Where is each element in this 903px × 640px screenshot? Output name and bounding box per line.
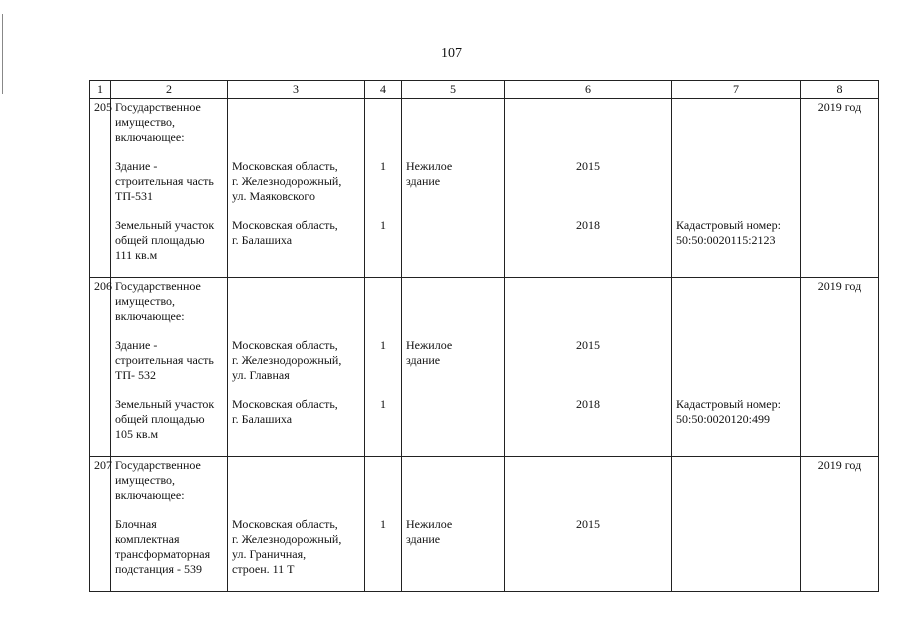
object-type: Нежилое [406, 517, 453, 531]
cadastral-number: 50:50:0020115:2123 [676, 233, 776, 247]
quantity-cell [365, 278, 402, 457]
address-line: ул. Граничная, [232, 547, 307, 561]
group-label: имущество, [115, 473, 176, 487]
address-cell [228, 278, 365, 457]
quantity-cell [365, 99, 402, 278]
type-cell [402, 278, 505, 457]
group-label: Государственное [115, 279, 201, 293]
item-year: 2018 [576, 397, 600, 411]
object-type: здание [406, 174, 441, 188]
address-line: г. Железнодорожный, [232, 353, 342, 367]
note-cell [672, 99, 801, 278]
column-header: 7 [672, 81, 801, 99]
object-type: здание [406, 353, 441, 367]
item-name: общей площадью [115, 233, 205, 247]
year-cell [505, 457, 672, 592]
quantity: 1 [380, 397, 386, 411]
column-header: 3 [228, 81, 365, 99]
address-line: г. Железнодорожный, [232, 174, 342, 188]
address-line: строен. 11 Т [232, 562, 295, 576]
object-type: здание [406, 532, 441, 546]
row-number: 205 [90, 99, 111, 278]
column-header: 2 [111, 81, 228, 99]
item-name: Здание - [115, 338, 158, 352]
table-row [90, 457, 879, 592]
page-number: 107 [441, 46, 462, 61]
property-table [89, 80, 879, 592]
column-header: 4 [365, 81, 402, 99]
group-label: Государственное [115, 100, 201, 114]
quantity: 1 [380, 218, 386, 232]
row-number: 206 [90, 278, 111, 457]
address-line: Московская область, [232, 338, 338, 352]
item-name: 105 кв.м [115, 427, 159, 441]
header-row [90, 81, 879, 99]
cadastral-number: 50:50:0020120:499 [676, 412, 771, 426]
table-row [90, 99, 879, 278]
group-label: Государственное [115, 458, 201, 472]
type-cell [402, 457, 505, 592]
group-label: имущество, [115, 294, 176, 308]
table-row [90, 278, 879, 457]
year-cell [505, 99, 672, 278]
address-line: г. Балашиха [232, 233, 293, 247]
address-cell [228, 99, 365, 278]
address-line: Московская область, [232, 218, 338, 232]
address-line: Московская область, [232, 159, 338, 173]
row-number: 207 [90, 457, 111, 592]
item-name: трансформаторная [115, 547, 211, 561]
object-name-cell [111, 457, 228, 592]
group-label: включающее: [115, 488, 185, 502]
cadastral-label: Кадастровый номер: [676, 218, 781, 232]
item-year: 2015 [576, 517, 600, 531]
item-name: Земельный участок [115, 218, 215, 232]
column-header: 5 [402, 81, 505, 99]
quantity-cell [365, 457, 402, 592]
group-label: включающее: [115, 309, 185, 323]
item-name: 111 кв.м [115, 248, 158, 262]
group-label: включающее: [115, 130, 185, 144]
item-name: ТП- 532 [115, 368, 156, 382]
column-header: 6 [505, 81, 672, 99]
year-cell [505, 278, 672, 457]
item-name: Здание - [115, 159, 158, 173]
item-name: строительная часть [115, 353, 214, 367]
item-name: строительная часть [115, 174, 214, 188]
note-cell [672, 278, 801, 457]
item-year: 2015 [576, 159, 600, 173]
type-cell [402, 99, 505, 278]
group-label: имущество, [115, 115, 176, 129]
transfer-year: 2019 год [801, 457, 879, 592]
address-line: Московская область, [232, 397, 338, 411]
column-header: 8 [801, 81, 879, 99]
quantity: 1 [380, 159, 386, 173]
object-type: Нежилое [406, 159, 453, 173]
cadastral-label: Кадастровый номер: [676, 397, 781, 411]
item-name: комплектная [115, 532, 180, 546]
object-name-cell [111, 278, 228, 457]
object-type: Нежилое [406, 338, 453, 352]
address-line: г. Балашиха [232, 412, 293, 426]
address-cell [228, 457, 365, 592]
item-year: 2015 [576, 338, 600, 352]
item-name: подстанция - 539 [115, 562, 203, 576]
address-line: ул. Главная [232, 368, 290, 382]
address-line: Московская область, [232, 517, 338, 531]
object-name-cell [111, 99, 228, 278]
column-header: 1 [90, 81, 111, 99]
item-name: Земельный участок [115, 397, 215, 411]
quantity: 1 [380, 338, 386, 352]
transfer-year: 2019 год [801, 278, 879, 457]
item-name: Блочная [115, 517, 157, 531]
address-line: ул. Маяковского [232, 189, 315, 203]
item-name: ТП-531 [115, 189, 153, 203]
quantity: 1 [380, 517, 386, 531]
item-year: 2018 [576, 218, 600, 232]
item-name: общей площадью [115, 412, 205, 426]
note-cell [672, 457, 801, 592]
transfer-year: 2019 год [801, 99, 879, 278]
address-line: г. Железнодорожный, [232, 532, 342, 546]
